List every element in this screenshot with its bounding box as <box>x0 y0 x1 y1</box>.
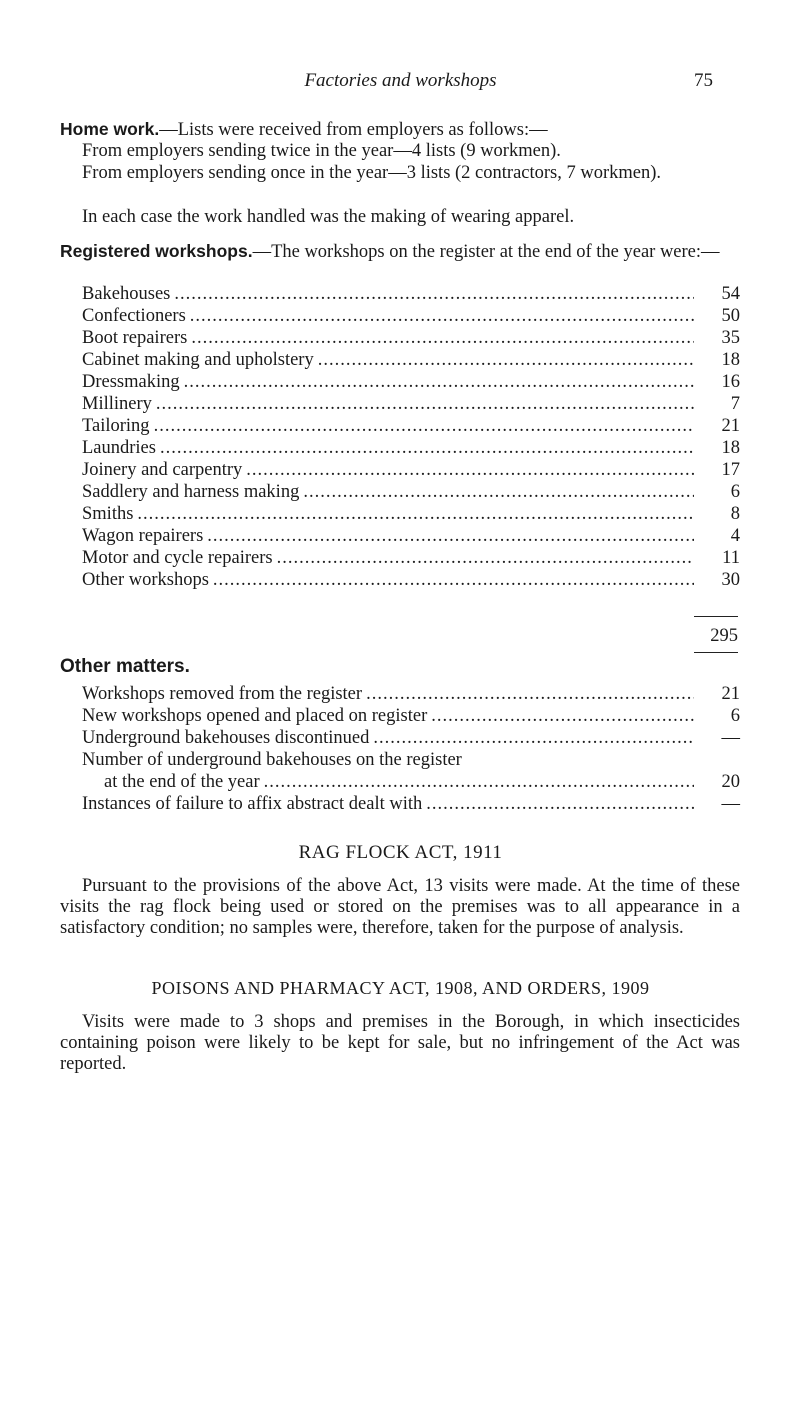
total-rule-top <box>694 616 738 617</box>
list-item: Boot repairers ..... 35 <box>82 328 740 350</box>
registered-intro: —The workshops on the register at the end of the year were:— <box>252 242 720 262</box>
list-item: Confectioners ..... 50 <box>82 306 740 328</box>
list-item: New workshops opened and placed on register ..... 6 <box>82 706 740 728</box>
registered-list <box>82 284 740 592</box>
page-header <box>0 70 801 96</box>
other-matters-heading: Other matters. <box>60 656 190 677</box>
poisons-heading: POISONS AND PHARMACY ACT, 1908, AND ORDERS, 1909 <box>151 978 650 998</box>
running-title: Factories and workshops <box>304 70 497 91</box>
list-item: Other workshops ..... 30 <box>82 570 740 592</box>
poisons-body: Visits were made to 3 shops and premises in the Borough, in which insecticides containing poison were likely to be kept for sale, but no infringement of the Act was reported. <box>60 1012 740 1074</box>
registered-total: 295 <box>710 626 738 646</box>
home-work-paragraph <box>60 118 740 141</box>
list-item: Motor and cycle repairers ..... 11 <box>82 548 740 570</box>
list-item: Cabinet making and upholstery ..... 18 <box>82 350 740 372</box>
home-work-heading: Home work. <box>60 119 160 139</box>
list-item: Underground bakehouses discontinued ..... — <box>82 728 740 750</box>
registered-paragraph <box>60 240 740 263</box>
list-item: Millinery ..... 7 <box>82 394 740 416</box>
home-work-line4: In each case the work handled was the making of wearing apparel. <box>82 207 575 227</box>
list-item: Joinery and carpentry ..... 17 <box>82 460 740 482</box>
page-number: 75 <box>694 70 713 91</box>
total-rule-bottom <box>694 652 738 653</box>
home-work-line3: From employers sending once in the year—3 lists (2 contractors, 7 workmen). <box>82 163 662 183</box>
rag-flock-heading: RAG FLOCK ACT, 1911 <box>298 842 503 863</box>
list-item: Saddlery and harness making ..... 6 <box>82 482 740 504</box>
home-work-line1: —Lists were received from employers as follows:— <box>159 120 548 140</box>
list-item: Tailoring ..... 21 <box>82 416 740 438</box>
list-item: Workshops removed from the register ..... 21 <box>82 684 740 706</box>
rag-flock-body: Pursuant to the provisions of the above Act, 13 visits were made. At the time of these visits the rag flock being used or stored on the premises was to all appearance in a satisfactory condition; no samples were, therefore, taken for the purpose of analysis. <box>60 876 740 938</box>
list-item: Laundries ..... 18 <box>82 438 740 460</box>
list-item: Bakehouses ..... 54 <box>82 284 740 306</box>
other-matters-list <box>82 684 740 816</box>
registered-heading: Registered workshops. <box>60 241 253 261</box>
list-item: at the end of the year ..... 20 <box>82 772 740 794</box>
list-item: Instances of failure to affix abstract dealt with ..... — <box>82 794 740 816</box>
list-item: Smiths ..... 8 <box>82 504 740 526</box>
home-work-line2: From employers sending twice in the year—4 lists (9 workmen). <box>82 141 561 161</box>
list-item: Number of underground bakehouses on the register <box>82 750 462 770</box>
list-item: Dressmaking ..... 16 <box>82 372 740 394</box>
list-item: Wagon repairers ..... 4 <box>82 526 740 548</box>
